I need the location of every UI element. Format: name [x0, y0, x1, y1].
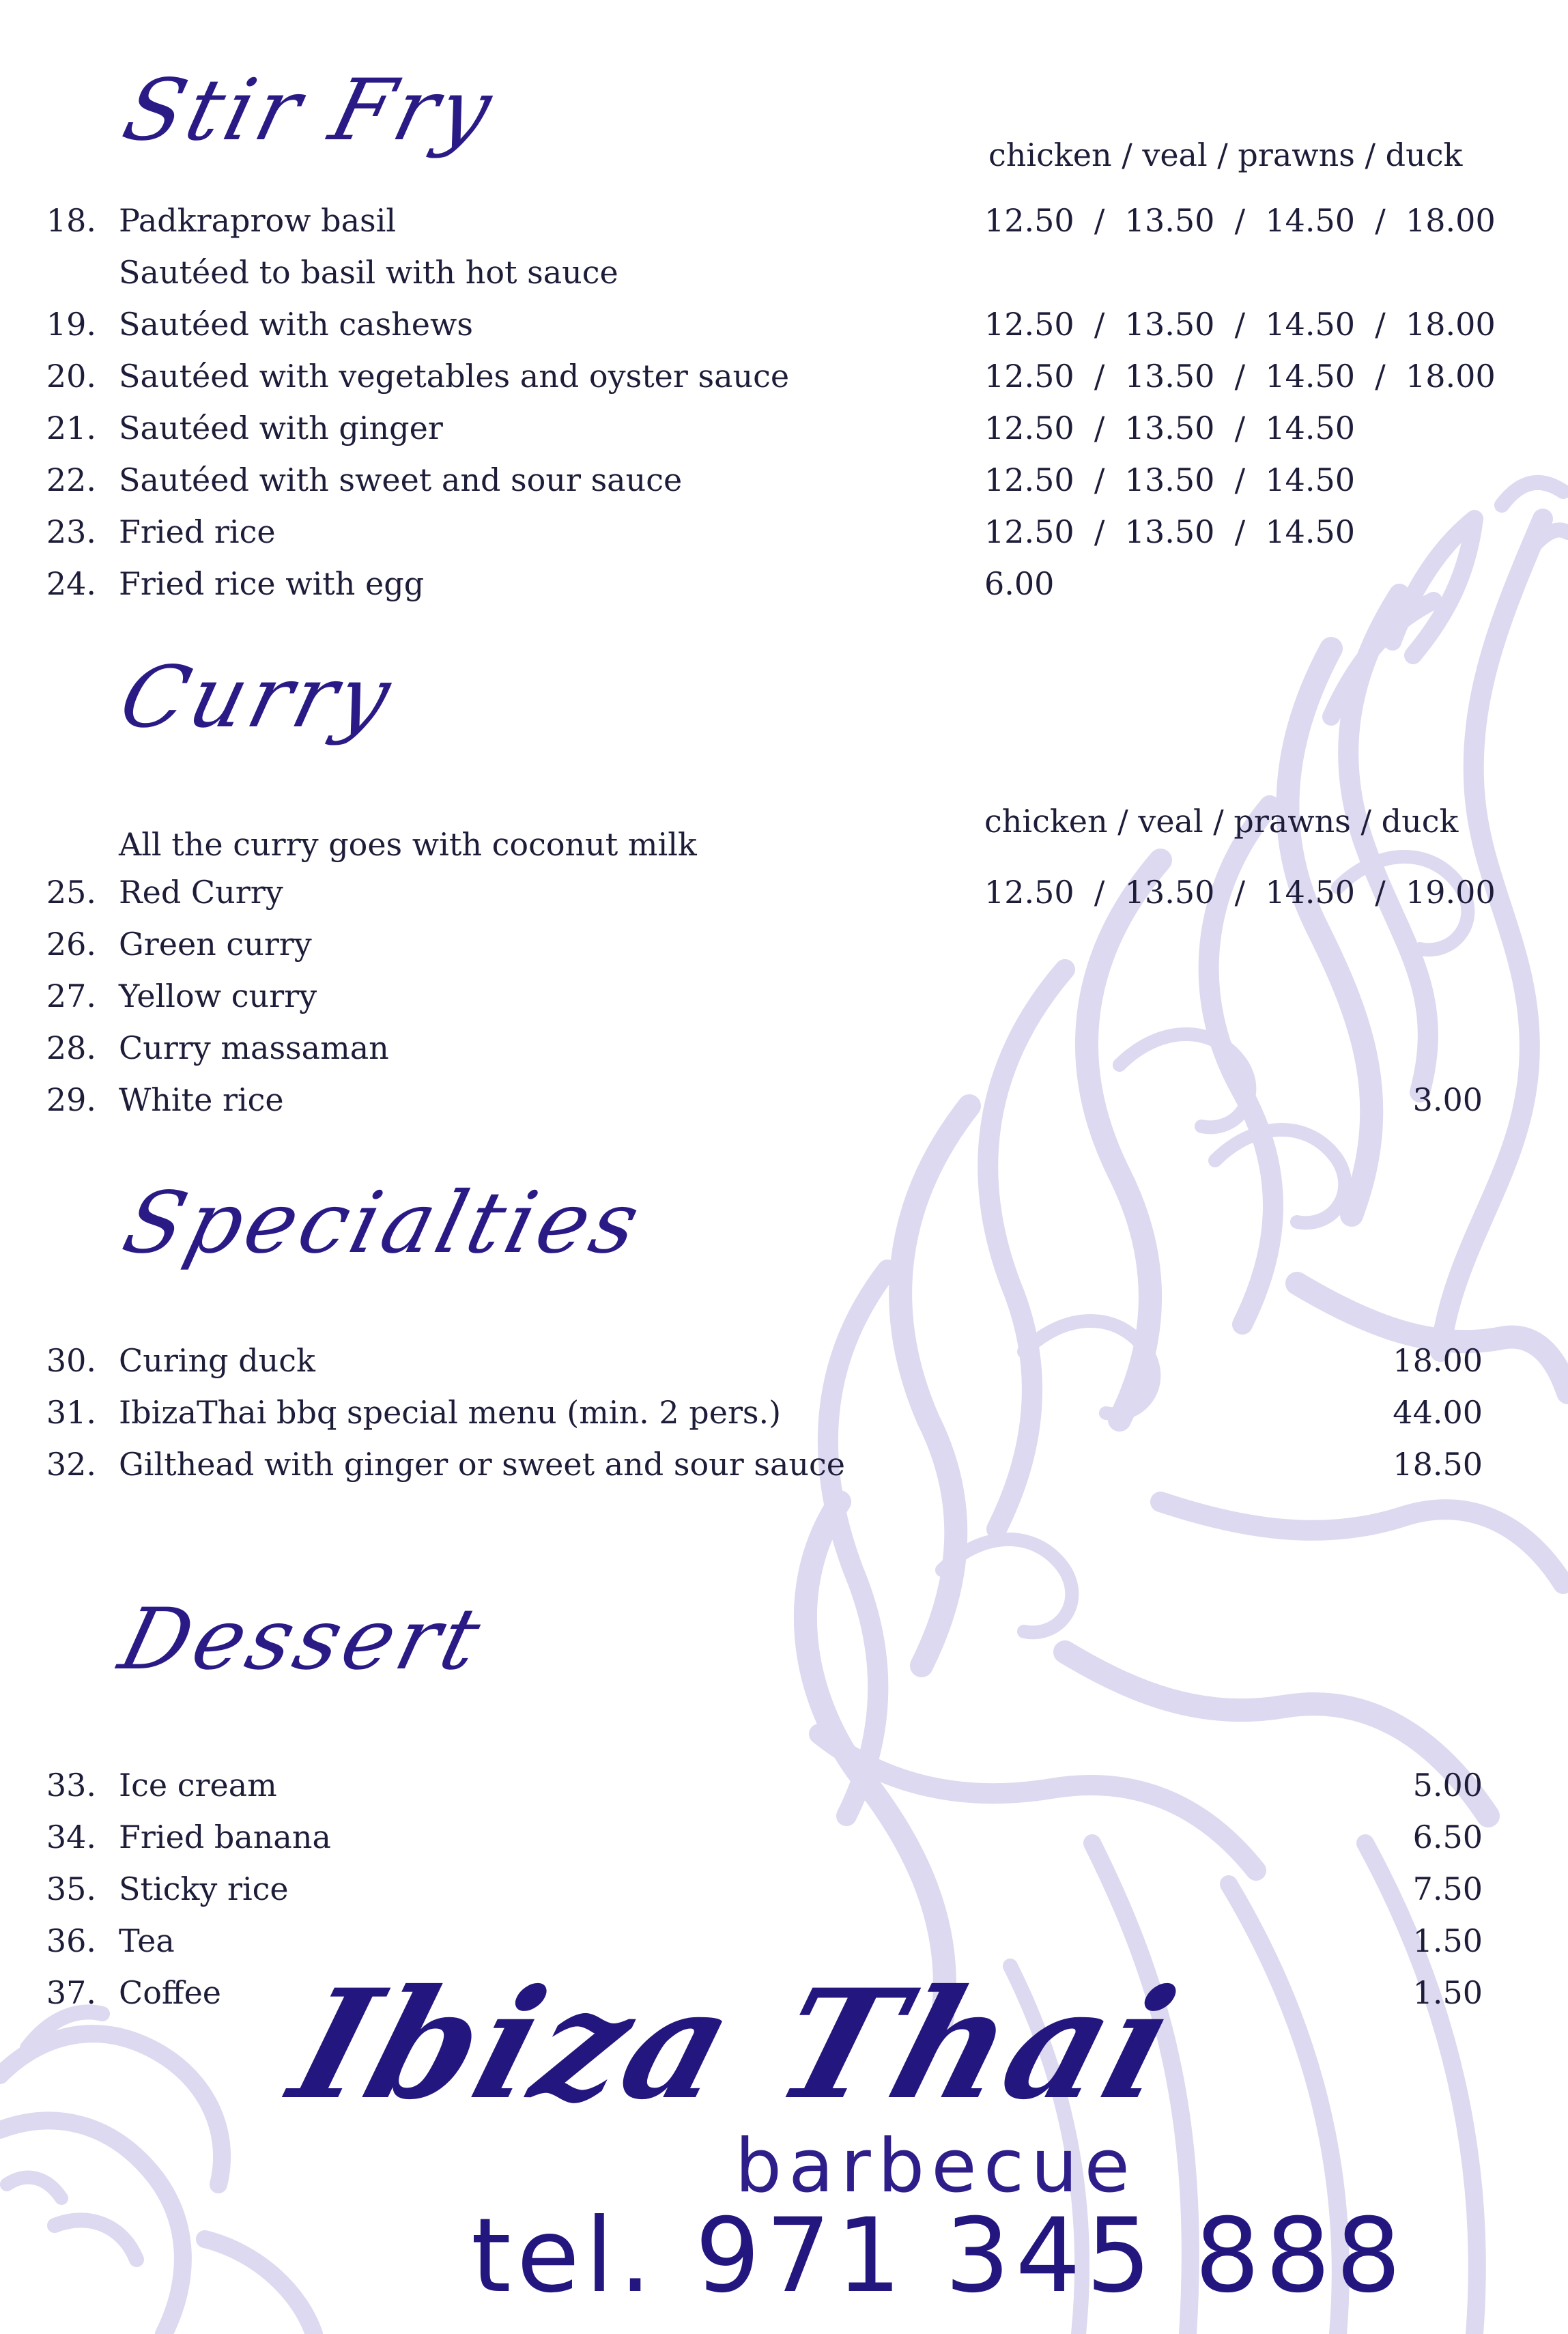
item-name: IbizaThai bbq special menu (min. 2 pers.)	[119, 1394, 782, 1431]
section-title-stir-fry: Stir Fry	[114, 61, 505, 160]
list-item	[0, 404, 1568, 452]
item-price: 1.50	[1412, 1922, 1483, 1959]
list-item	[0, 560, 1568, 608]
list-item	[0, 1865, 1568, 1913]
section-title-dessert: Dessert	[111, 1591, 494, 1689]
list-item	[0, 1337, 1568, 1384]
list-item	[0, 1024, 1568, 1072]
item-name: Yellow curry	[119, 978, 317, 1014]
list-item	[0, 1076, 1568, 1124]
item-price: 6.50	[1412, 1819, 1483, 1855]
item-number: 23.	[46, 513, 96, 550]
item-number: 19.	[46, 306, 96, 343]
brand-subtitle: barbecue	[735, 2124, 1137, 2209]
item-number: 28.	[46, 1029, 96, 1066]
list-item	[0, 456, 1568, 504]
item-price: 6.00	[984, 565, 1055, 602]
list-item	[0, 1761, 1568, 1809]
item-name: Sautéed with cashews	[119, 306, 474, 343]
list-item	[0, 1440, 1568, 1488]
item-name: Red Curry	[119, 874, 283, 911]
item-number: 18.	[46, 202, 96, 239]
item-name: Curing duck	[119, 1342, 315, 1379]
item-number: 31.	[46, 1394, 96, 1431]
item-number: 26.	[46, 926, 96, 963]
list-item	[0, 197, 1568, 244]
item-number: 27.	[46, 978, 96, 1014]
list-item	[0, 972, 1568, 1020]
item-name: White rice	[119, 1081, 284, 1118]
item-price: 12.50 / 13.50 / 14.50	[984, 513, 1356, 550]
item-price: 3.00	[1412, 1081, 1483, 1118]
item-number: 35.	[46, 1870, 96, 1907]
item-name: Sticky rice	[119, 1870, 289, 1907]
item-price: 18.50	[1393, 1446, 1483, 1483]
list-item	[0, 920, 1568, 968]
item-price: 5.00	[1412, 1767, 1483, 1804]
curry-column-header: chicken / veal / prawns / duck	[984, 803, 1459, 840]
item-price: 44.00	[1393, 1394, 1483, 1431]
section-title-specialties: Specialties	[114, 1174, 653, 1272]
item-number: 36.	[46, 1922, 96, 1959]
item-name: Gilthead with ginger or sweet and sour sauce	[119, 1446, 846, 1483]
item-price: 12.50 / 13.50 / 14.50 / 18.00	[984, 306, 1496, 343]
item-price: 12.50 / 13.50 / 14.50	[984, 461, 1356, 498]
item-number: 29.	[46, 1081, 96, 1118]
item-number: 34.	[46, 1819, 96, 1855]
item-number: 30.	[46, 1342, 96, 1379]
item-name: Fried rice	[119, 513, 276, 550]
item-description: Sautéed to basil with hot sauce	[119, 254, 618, 291]
list-item	[0, 352, 1568, 400]
stir-fry-column-header: chicken / veal / prawns / duck	[988, 137, 1463, 173]
item-price: 1.50	[1412, 1974, 1483, 2011]
item-name: Sautéed with vegetables and oyster sauce	[119, 358, 790, 395]
item-name: Tea	[119, 1922, 175, 1959]
item-name: Sautéed with sweet and sour sauce	[119, 461, 683, 498]
list-item	[0, 1813, 1568, 1861]
item-number: 22.	[46, 461, 96, 498]
item-price: 12.50 / 13.50 / 14.50 / 19.00	[984, 874, 1496, 911]
list-item	[0, 1389, 1568, 1436]
item-number: 25.	[46, 874, 96, 911]
item-name: Curry massaman	[119, 1029, 389, 1066]
item-name: Ice cream	[119, 1767, 277, 1804]
section-title-curry: Curry	[111, 649, 404, 747]
item-name: Sautéed with ginger	[119, 410, 443, 446]
item-price: 12.50 / 13.50 / 14.50 / 18.00	[984, 202, 1496, 239]
item-name: Green curry	[119, 926, 312, 963]
item-number: 32.	[46, 1446, 96, 1483]
list-item	[0, 300, 1568, 348]
list-item	[0, 868, 1568, 916]
item-number: 24.	[46, 565, 96, 602]
phone-number: tel. 971 345 888	[471, 2197, 1407, 2316]
item-price: 18.00	[1393, 1342, 1483, 1379]
item-price: 12.50 / 13.50 / 14.50 / 18.00	[984, 358, 1496, 395]
item-number: 20.	[46, 358, 96, 395]
curry-note: All the curry goes with coconut milk	[119, 826, 697, 863]
list-item	[0, 508, 1568, 556]
item-number: 37.	[46, 1974, 96, 2011]
item-number: 33.	[46, 1767, 96, 1804]
item-number: 21.	[46, 410, 96, 446]
item-price: 12.50 / 13.50 / 14.50	[984, 410, 1356, 446]
item-name: Padkraprow basil	[119, 202, 397, 239]
brand-logo: Ibiza Thai	[275, 1956, 1196, 2133]
item-name: Fried banana	[119, 1819, 331, 1855]
item-name: Coffee	[119, 1974, 222, 2011]
item-name: Fried rice with egg	[119, 565, 425, 602]
item-price: 7.50	[1412, 1870, 1483, 1907]
